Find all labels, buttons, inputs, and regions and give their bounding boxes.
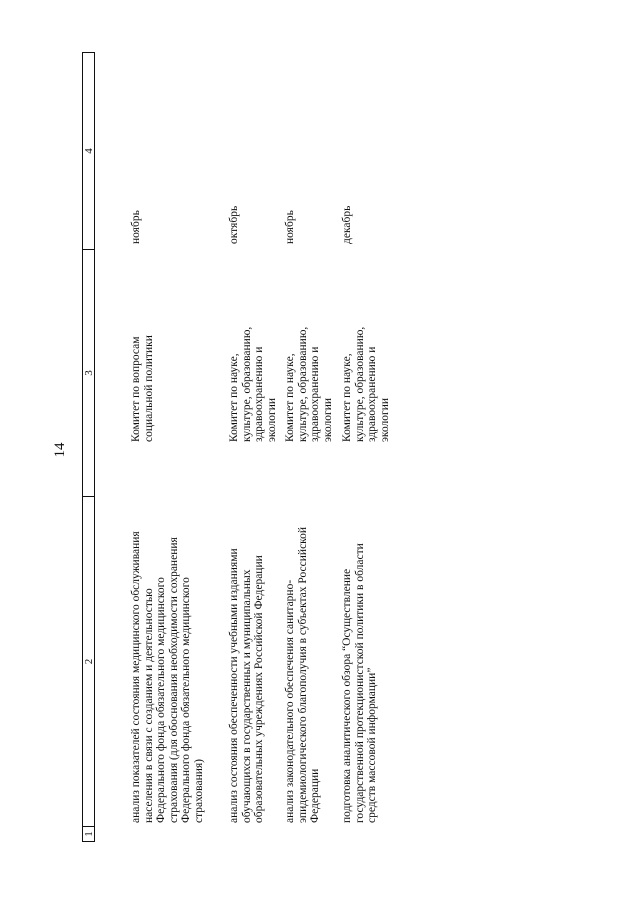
responsible-committee: Комитет по науке, культуре, образованию, здравоохранению и экологии	[284, 326, 334, 442]
deadline: ноябрь	[284, 210, 296, 244]
responsible-committee: Комитет по науке, культуре, образованию, здравоохранению и экологии	[228, 326, 278, 442]
responsible-committee: Комитет по вопросам социальной политики	[130, 335, 155, 442]
task-description: подготовка аналитического обзора “Осуществление государственной протекционистской политики в области средств массовой информации”	[341, 543, 379, 823]
rotated-landscape-content	[30, 0, 640, 900]
task-description: анализ законодательного обеспечения санитарно-эпидемиологического благополучия в субъектах Российской Федерации	[284, 526, 322, 823]
column-header-3: 3	[83, 249, 94, 496]
table-header-row	[82, 52, 95, 842]
column-header-2: 2	[83, 496, 94, 826]
column-header-4: 4	[83, 148, 95, 154]
column-header-1: 1	[83, 826, 94, 841]
deadline: октябрь	[228, 205, 240, 244]
responsible-committee: Комитет по науке, культуре, образованию, здравоохранению и экологии	[341, 326, 391, 442]
deadline: декабрь	[341, 205, 353, 244]
deadline: ноябрь	[130, 210, 142, 244]
page-number: 14	[52, 442, 68, 458]
task-description: анализ состояния обеспеченности учебными изданиями обучающихся в государственных и муниципальных образовательных учреждениях Российской Федерации	[228, 548, 266, 823]
task-description: анализ показателей состояния медицинского обслуживания населения в связи с созданием и деятельностью Федерального фонда обязательного медицинского страхования (для обоснования необходимости сохранения Федерального фонда обязательного медицинского страхования)	[130, 531, 205, 823]
